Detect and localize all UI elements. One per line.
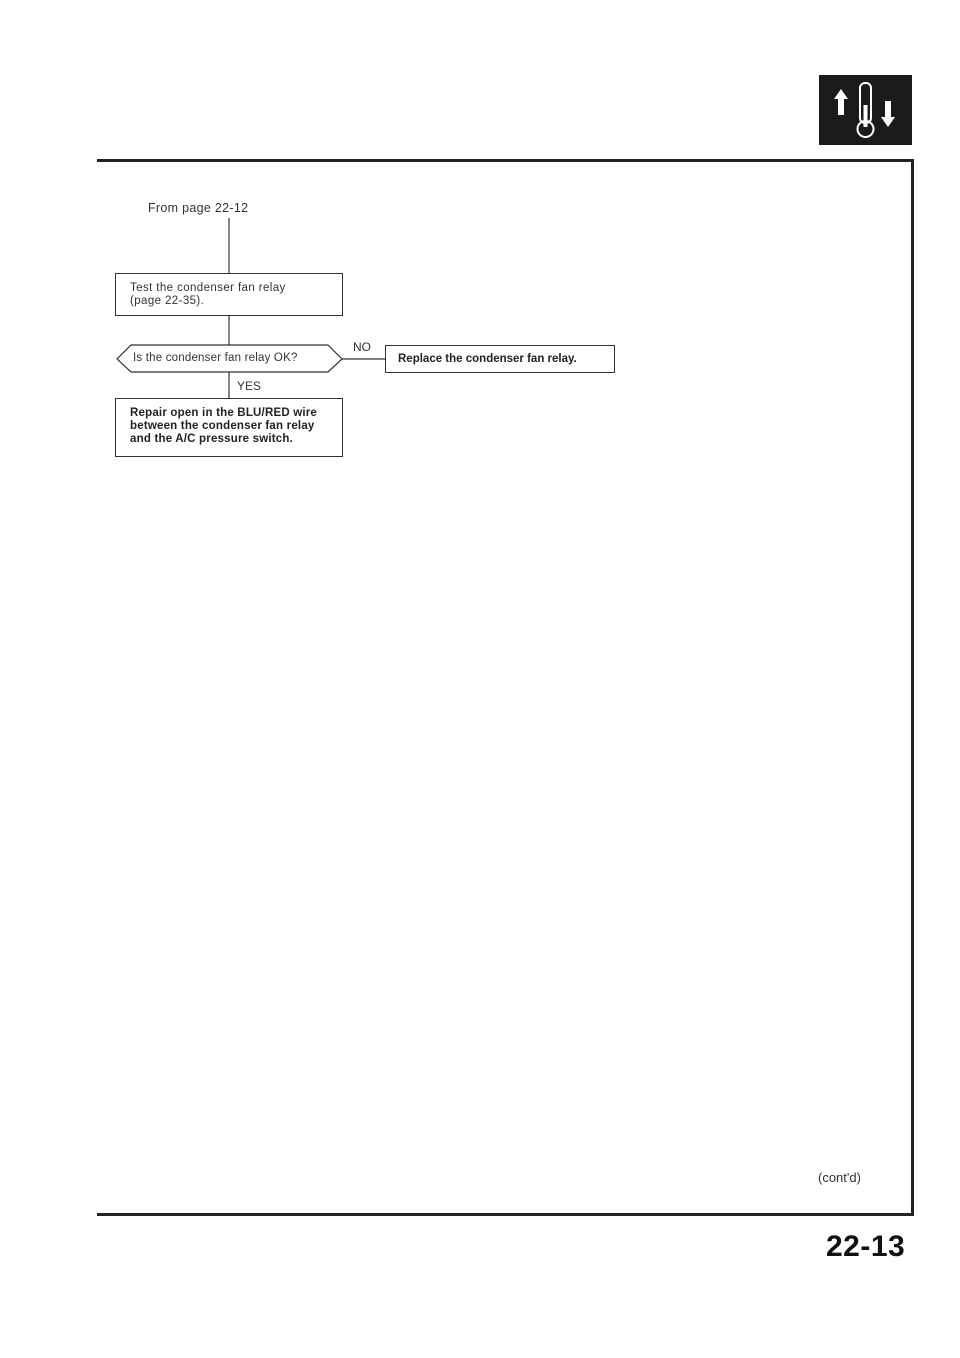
step-test-relay-box (115, 273, 343, 316)
replace-relay-box: Replace the condenser fan relay. (385, 345, 615, 373)
continued-label: (cont'd) (818, 1170, 861, 1185)
page-number: 22-13 (826, 1230, 906, 1263)
yes-branch-label: YES (237, 379, 262, 393)
step-test-relay-line2: (page 22-35). (130, 295, 205, 307)
no-branch-label: NO (353, 340, 371, 354)
decision-question: Is the condenser fan relay OK? (133, 352, 298, 364)
step-test-relay-line1: Test the condenser fan relay (130, 282, 286, 294)
repair-wire-line2: between the condenser fan relay (130, 420, 315, 432)
from-page-label: From page 22-12 (148, 201, 249, 215)
repair-wire-box (115, 398, 343, 457)
repair-wire-line1: Repair open in the BLU/RED wire (130, 407, 318, 419)
repair-wire-line3: and the A/C pressure switch. (130, 433, 294, 445)
